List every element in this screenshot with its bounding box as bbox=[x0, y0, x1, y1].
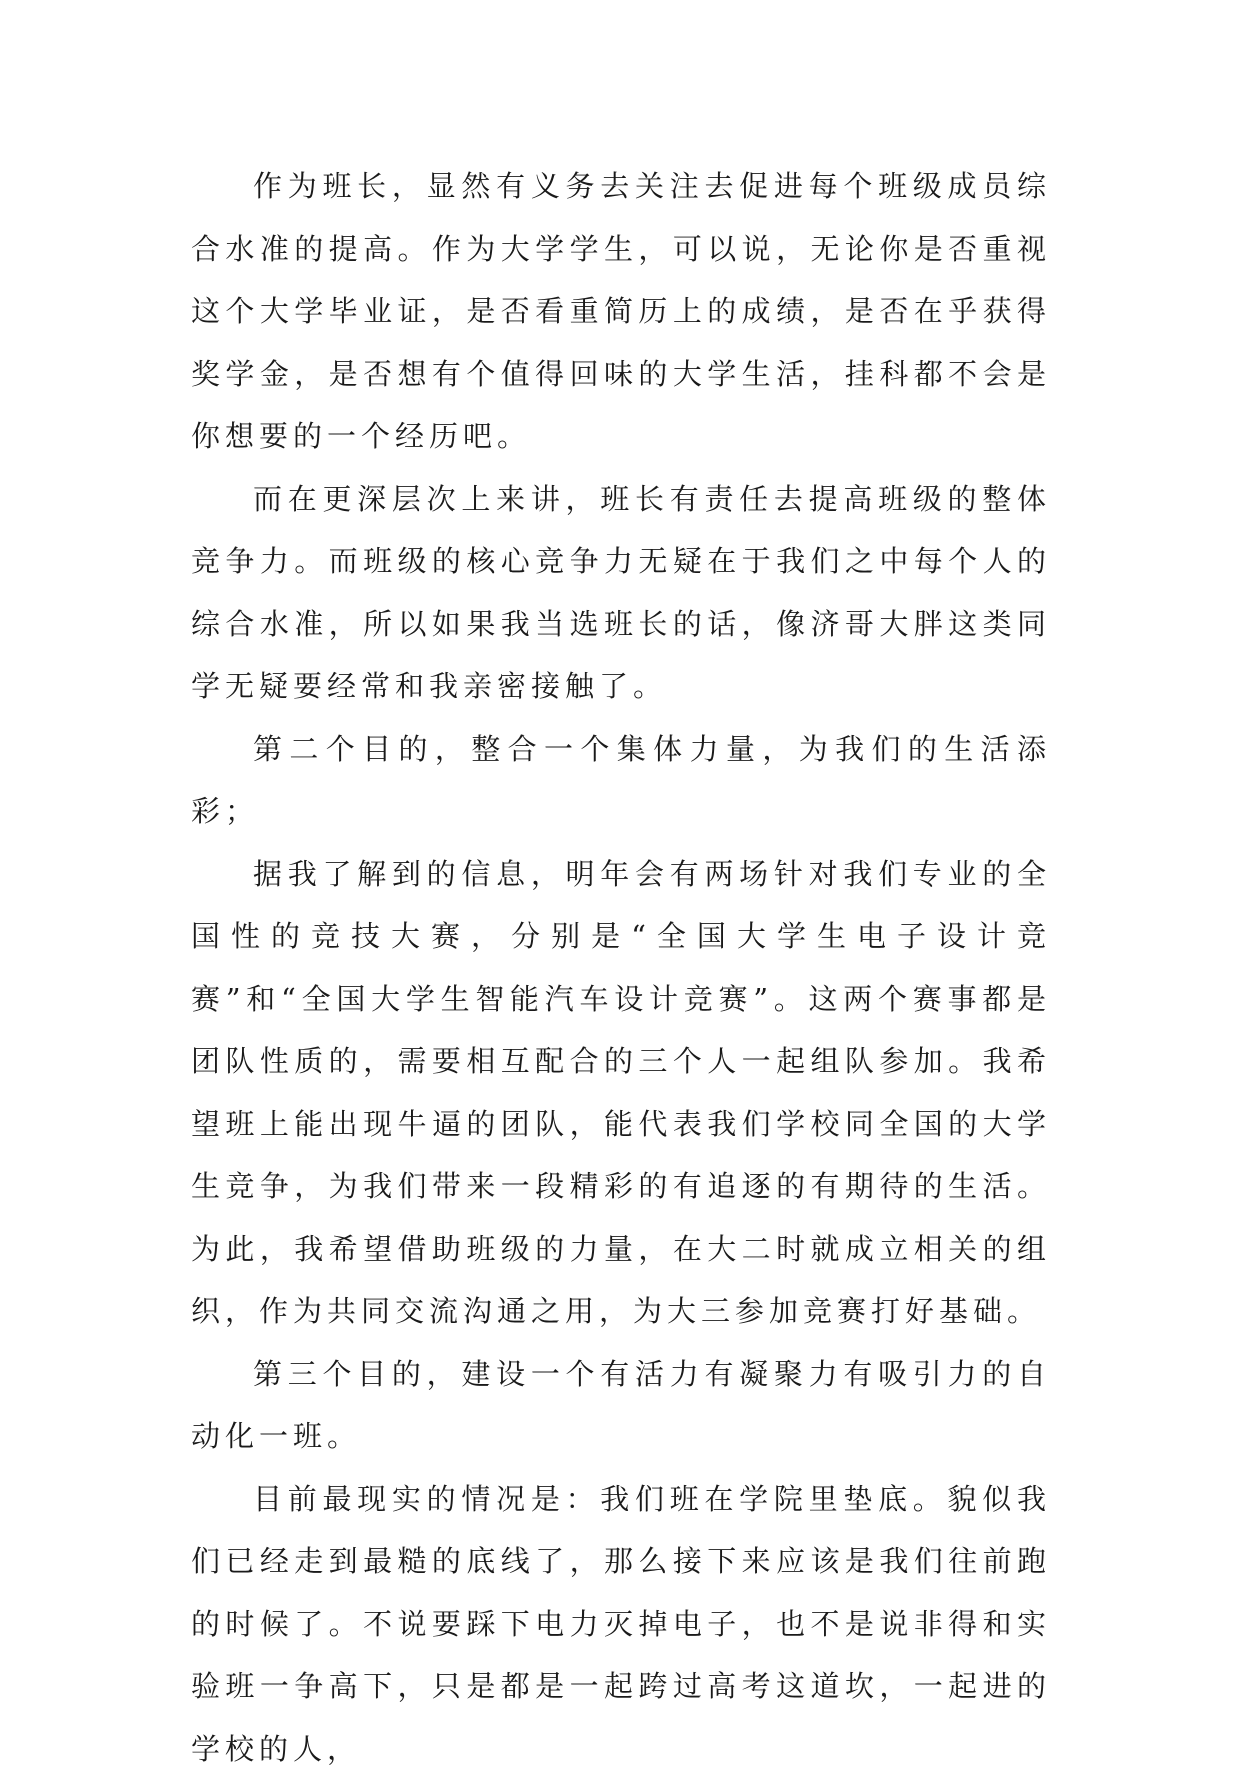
paragraph-current-situation: 目前最现实的情况是：我们班在学院里垫底。貌似我们已经走到最糙的底线了，那么接下来应该是我们往前跑的时候了。不说要踩下电力灭掉电子，也不是说非得和实验班一争高下，只是都是一起跨过高考这道坎，一起进的学校的人， bbox=[191, 1468, 1051, 1780]
document-body bbox=[191, 155, 1051, 1780]
paragraph-monitor-duty: 作为班长，显然有义务去关注去促进每个班级成员综合水准的提高。作为大学学生，可以说，无论你是否重视这个大学毕业证，是否看重简历上的成绩，是否在乎获得奖学金，是否想有个值得回味的大学生活，挂科都不会是你想要的一个经历吧。 bbox=[191, 155, 1051, 468]
paragraph-class-competitiveness: 而在更深层次上来讲，班长有责任去提高班级的整体竞争力。而班级的核心竞争力无疑在于我们之中每个人的综合水准，所以如果我当选班长的话，像济哥大胖这类同学无疑要经常和我亲密接触了。 bbox=[191, 468, 1051, 718]
paragraph-competitions: 据我了解到的信息，明年会有两场针对我们专业的全国性的竞技大赛，分别是“全国大学生电子设计竞赛”和“全国大学生智能汽车设计竞赛”。这两个赛事都是团队性质的，需要相互配合的三个人一起组队参加。我希望班上能出现牛逼的团队，能代表我们学校同全国的大学生竞争，为我们带来一段精彩的有追逐的有期待的生活。为此，我希望借助班级的力量，在大二时就成立相关的组织，作为共同交流沟通之用，为大三参加竞赛打好基础。 bbox=[191, 843, 1051, 1343]
paragraph-second-goal: 第二个目的，整合一个集体力量，为我们的生活添彩； bbox=[191, 718, 1051, 843]
paragraph-third-goal: 第三个目的，建设一个有活力有凝聚力有吸引力的自动化一班。 bbox=[191, 1343, 1051, 1468]
